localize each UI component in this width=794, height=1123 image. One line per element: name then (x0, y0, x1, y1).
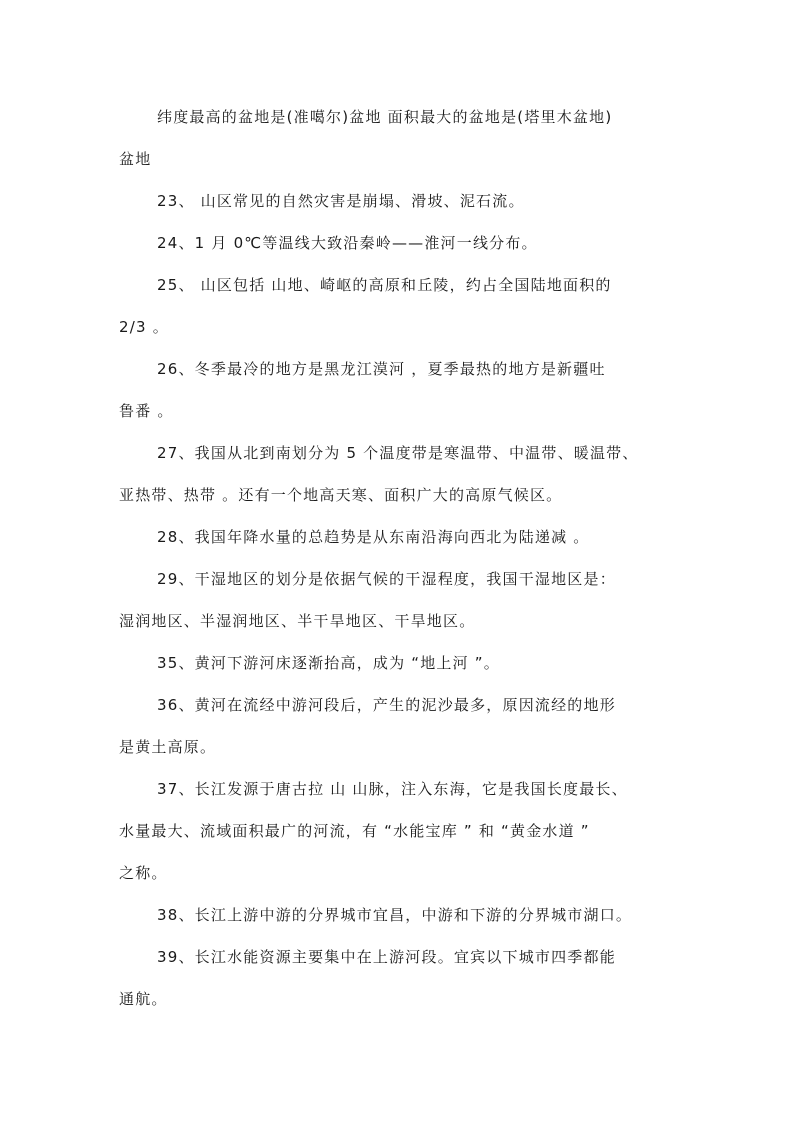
text-line: 23、 山区常见的自然灾害是崩塌、滑坡、泥石流。 (157, 192, 525, 210)
text-line: 鲁番 。 (119, 402, 174, 420)
text-line: 是黄土高原。 (119, 738, 217, 756)
text-line: 2/3 。 (119, 318, 169, 336)
text-line: 29、干湿地区的划分是依据气候的干湿程度，我国干湿地区是： (157, 570, 616, 588)
text-line: 36、黄河在流经中游河段后，产生的泥沙最多，原因流经的地形 (157, 696, 616, 714)
text-line: 38、长江上游中游的分界城市宜昌，中游和下游的分界城市湖口。 (157, 906, 633, 924)
text-line: 39、长江水能资源主要集中在上游河段。宜宾以下城市四季都能 (157, 948, 616, 966)
text-line: 35、黄河下游河床逐渐抬高，成为 “地上河 ”。 (157, 654, 500, 672)
text-line: 通航。 (119, 990, 168, 1008)
text-line: 水量最大、流域面积最广的河流，有 “水能宝库 ” 和 “黄金水道 ” (119, 822, 590, 840)
text-line: 28、我国年降水量的总趋势是从东南沿海向西北为陆递减 。 (157, 528, 590, 546)
text-line: 26、冬季最冷的地方是黑龙江漠河 ，夏季最热的地方是新疆吐 (157, 360, 606, 378)
text-line: 之称。 (119, 864, 168, 882)
text-line: 纬度最高的盆地是(准噶尔)盆地 面积最大的盆地是(塔里木盆地) (157, 108, 613, 126)
text-line: 27、我国从北到南划分为 5 个温度带是寒温带、中温带、暖温带、 (157, 444, 639, 462)
text-line: 盆地 (119, 150, 152, 168)
text-line: 湿润地区、半湿润地区、半干旱地区、干旱地区。 (119, 612, 476, 630)
text-line: 37、长江发源于唐古拉 山 山脉，注入东海，它是我国长度最长、 (157, 780, 628, 798)
text-line: 亚热带、热带 。还有一个地高天寒、面积广大的高原气候区。 (119, 486, 563, 504)
text-line: 24、1 月 0℃等温线大致沿秦岭——淮河一线分布。 (157, 234, 538, 252)
text-line: 25、 山区包括 山地、崎岖的高原和丘陵，约占全国陆地面积的 (157, 276, 612, 294)
